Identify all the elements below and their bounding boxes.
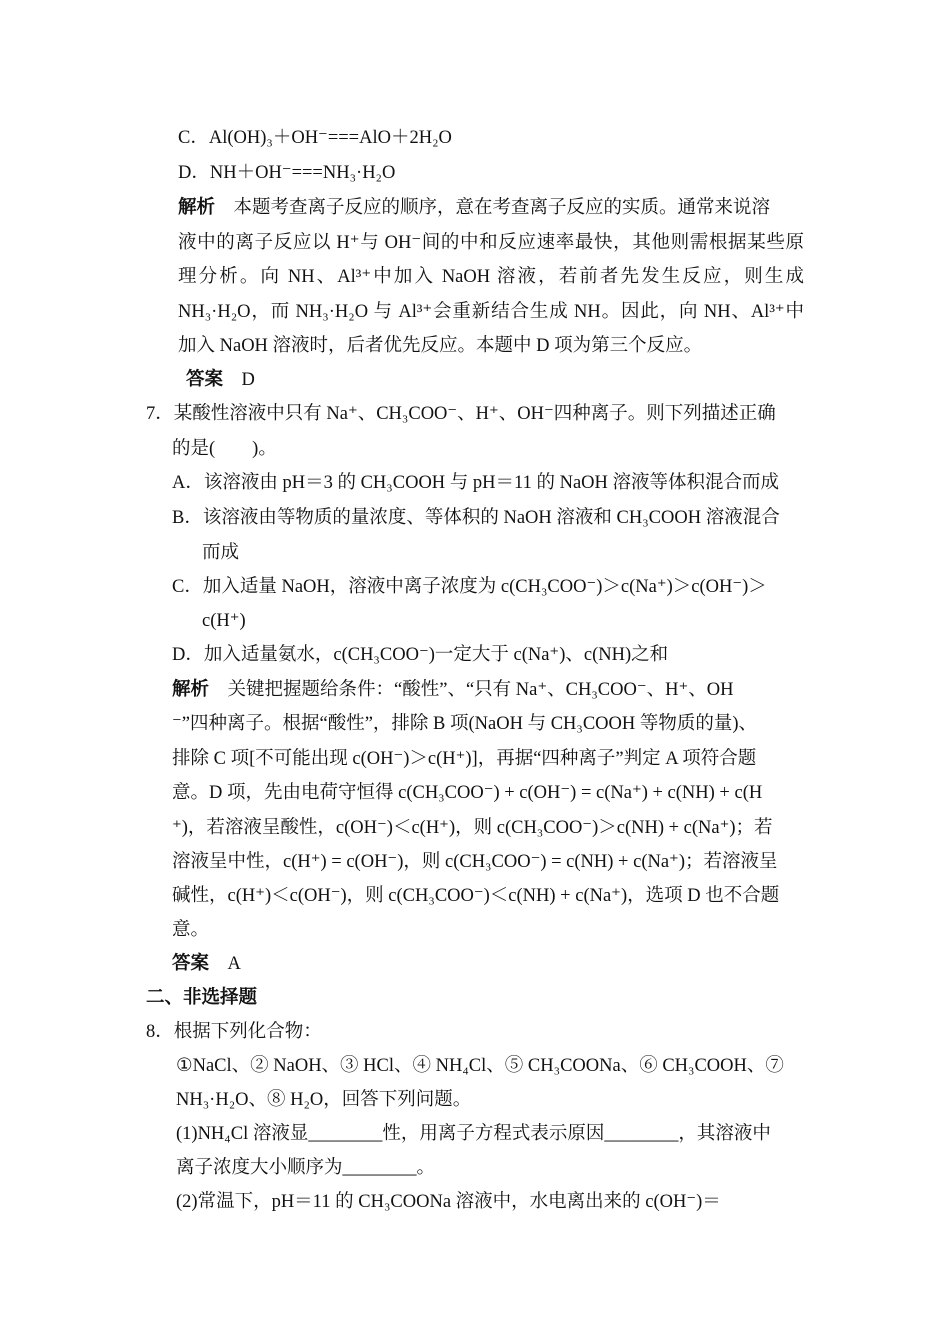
answer-label: 答案	[186, 370, 224, 390]
option-b: 而成	[202, 543, 240, 563]
option-d: D．加入适量氨水，c(CH₃COO⁻)一定大于 c(Na⁺)、c(NH)之和	[172, 645, 669, 665]
analysis-line: 加入 NaOH 溶液时，后者优先反应。本题中 D 项为第三个反应。	[178, 336, 703, 356]
option-c: c(H⁺)	[202, 611, 246, 631]
analysis-line: 溶液呈中性，c(H⁺) = c(OH⁻)，则 c(CH₃COO⁻) = c(NH) + c(Na⁺)；若溶液呈	[172, 852, 778, 872]
section-heading: 二、非选择题	[146, 988, 258, 1008]
answer-label: 答案	[172, 954, 210, 974]
analysis-label: 解析	[178, 198, 216, 218]
compound-list: NH₃·H₂O、⑧ H₂O，回答下列问题。	[176, 1090, 472, 1110]
analysis-label: 解析	[172, 680, 210, 700]
analysis-line: 意。	[172, 920, 210, 940]
analysis-line: 碱性，c(H⁺)＜c(OH⁻)，则 c(CH₃COO⁻)＜c(NH) + c(Na⁺)，选项 D 也不合题	[172, 886, 780, 906]
option-c-equation: C．Al(OH)₃＋OH⁻===AlO＋2H₂O	[178, 128, 452, 148]
analysis-line: ⁺)，若溶液呈酸性，c(OH⁻)＜c(H⁺)，则 c(CH₃COO⁻)＞c(NH) + c(Na⁺)；若	[172, 818, 773, 838]
answer-line	[186, 367, 255, 393]
answer-value: A	[227, 954, 241, 974]
analysis-line: 解析 关键把握题给条件：“酸性”、“只有 Na⁺、CH₃COO⁻、H⁺、OH	[172, 680, 734, 700]
question-8-stem: 8．根据下列化合物：	[146, 1022, 322, 1042]
question-7-stem: 7．某酸性溶液中只有 Na⁺、CH₃COO⁻、H⁺、OH⁻四种离子。则下列描述正确	[146, 404, 776, 424]
analysis-line: 液中的离子反应以 H⁺与 OH⁻间的中和反应速率最快，其他则需根据某些原	[178, 233, 804, 253]
analysis-line: 理分析。向 NH、Al³⁺中加入 NaOH 溶液，若前者先发生反应，则生成	[178, 267, 804, 287]
analysis-line: 排除 C 项[不可能出现 c(OH⁻)＞c(H⁺)]，再据“四种离子”判定 A 项符合题	[172, 749, 757, 769]
option-d-equation: D．NH＋OH⁻===NH₃·H₂O	[178, 163, 396, 183]
subquestion-2: (2)常温下，pH＝11 的 CH₃COONa 溶液中，水电离出来的 c(OH⁻)＝	[176, 1192, 721, 1212]
option-c: C．加入适量 NaOH，溶液中离子浓度为 c(CH₃COO⁻)＞c(Na⁺)＞c(OH⁻)＞	[172, 577, 767, 597]
analysis-line: NH₃·H₂O，而 NH₃·H₂O 与 Al³⁺会重新结合生成 NH。因此，向 NH、Al³⁺中	[178, 302, 804, 322]
subquestion-1: (1)NH₄Cl 溶液显________性，用离子方程式表示原因________，其溶液中	[176, 1124, 771, 1144]
answer-value: D	[241, 370, 255, 390]
answer-line	[172, 951, 241, 977]
analysis-line: 解析 本题考查离子反应的顺序，意在考查离子反应的实质。通常来说溶	[178, 198, 771, 218]
analysis-line: 意。D 项，先由电荷守恒得 c(CH₃COO⁻) + c(OH⁻) = c(Na⁺) + c(NH) + c(H	[172, 783, 763, 803]
question-7-stem: 的是( )。	[172, 439, 277, 459]
option-b: B．该溶液由等物质的量浓度、等体积的 NaOH 溶液和 CH₃COOH 溶液混合	[172, 508, 780, 528]
subquestion-1: 离子浓度大小顺序为________。	[176, 1158, 436, 1178]
compound-list: ①NaCl、② NaOH、③ HCl、④ NH₄Cl、⑤ CH₃COONa、⑥ CH₃COOH、⑦	[176, 1056, 784, 1076]
option-a: A．该溶液由 pH＝3 的 CH₃COOH 与 pH＝11 的 NaOH 溶液等体积混合而成	[172, 473, 780, 493]
analysis-line: ⁻”四种离子。根据“酸性”，排除 B 项(NaOH 与 CH₃COOH 等物质的量)、	[172, 714, 758, 734]
